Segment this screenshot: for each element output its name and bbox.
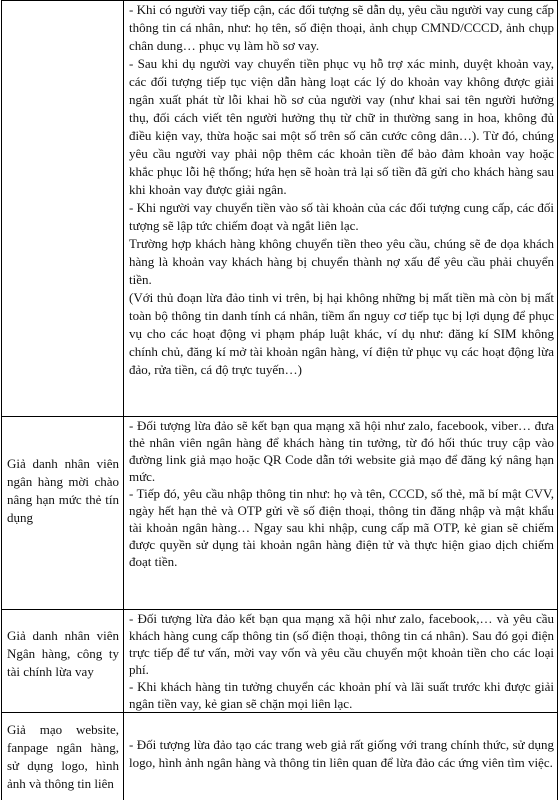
method-label: Giả mạo website, fanpage ngân hàng, sử dụng logo, hình ảnh và thông tin liên	[7, 722, 119, 791]
description-paragraph: - Khi có người vay tiếp cận, các đối tượng sẽ dẫn dụ, yêu cầu người vay cung cấp thông tin cá nhân, như: họ tên, số điện thoại, ảnh chụp CMND/CCCD, ảnh chụp chân dung… phục vụ làm hồ sơ vay.	[129, 2, 554, 53]
scam-methods-table	[1, 0, 558, 800]
description-cell	[124, 610, 558, 713]
method-cell	[2, 1, 124, 417]
description-paragraph: Trường hợp khách hàng không chuyển tiền theo yêu cầu, chúng sẽ đe dọa khách hàng là khoản vay khách hàng bị chuyển thành nợ xấu để yêu cầu phải chuyển tiền.	[129, 236, 554, 287]
description-cell	[124, 1, 558, 417]
description-paragraph: (Với thủ đoạn lừa đảo tinh vi trên, bị hại không những bị mất tiền mà còn bị mất toàn bộ thông tin danh tính cá nhân, tiềm ẩn nguy cơ tiếp tục bị lợi dụng để phục vụ cho các hoạt động vi phạm pháp luật khác, ví dụ như: đăng kí SIM không chính chủ, đăng kí mở tài khoản ngân hàng, ví điện tử phục vụ các hoạt động lừa đảo, rửa tiền, cá độ trực tuyến…)	[129, 290, 554, 377]
description-cell	[124, 417, 558, 610]
table-row	[2, 417, 558, 610]
description-cell	[124, 713, 558, 800]
table-row	[2, 610, 558, 713]
description-paragraph: - Sau khi dụ người vay chuyển tiền phục vụ hỗ trợ xác minh, duyệt khoản vay, các đối tượng tiếp tục viện dẫn hàng loạt các lý do khoản vay không được giải ngân xuất phát từ lỗi khai hồ sơ của người vay (như khai sai tên người hưởng thụ, đối cách viết tên người hưởng thụ từ chữ in thường sang in hoa, không đủ điều kiện vay, thừa hoặc sai một số trên số căn cước công dân…). Từ đó, chúng yêu cầu người vay phải nộp thêm các khoản tiền để bảo đảm khoản vay hoặc khắc phục lỗi hệ thống; hứa hẹn sẽ hoàn trả lại số tiền đã gửi cho khách hàng sau khi khoản vay được giải ngân.	[129, 56, 554, 197]
description-paragraph: - Khi khách hàng tin tưởng chuyển các khoản phí và lãi suất trước khi được giải ngân tiền vay, kẻ gian sẽ chặn mọi liên lạc.	[129, 679, 554, 711]
method-label: Giả danh nhân viên ngân hàng mời chào nâng hạn mức thẻ tín dụng	[7, 456, 119, 525]
description-paragraph: - Khi người vay chuyển tiền vào số tài khoản của các đối tượng cung cấp, các đối tượng sẽ lập tức chiếm đoạt và ngắt liên lạc.	[129, 200, 554, 233]
table-row	[2, 713, 558, 800]
description-paragraph: - Đối tượng lừa đảo sẽ kết bạn qua mạng xã hội như zalo, facebook, viber… đưa thẻ nhân viên ngân hàng để khách hàng tin tưởng, từ đó hối thúc truy cập vào đường link giả mạo hoặc QR Code dẫn tới website giả mạo để đăng ký nâng hạn mức.	[129, 418, 554, 484]
table-row	[2, 1, 558, 417]
method-label: Giả danh nhân viên Ngân hàng, công ty tài chính lừa vay	[7, 628, 119, 679]
method-cell	[2, 713, 124, 800]
method-cell	[2, 417, 124, 610]
description-paragraph: - Tiếp đó, yêu cầu nhập thông tin như: họ và tên, CCCD, số thẻ, mã bí mật CVV, ngày hết hạn thẻ và OTP gửi về số điện thoại, thông tin đăng nhập và mật khẩu tài khoản ngân hàng… Ngay sau khi nhập, cung cấp mã OTP, kẻ gian sẽ chiếm được quyền sử dụng tài khoản ngân hàng điện tử và thực hiện giao dịch chiếm đoạt tiền.	[129, 486, 554, 569]
method-cell	[2, 610, 124, 713]
description-paragraph: - Đối tượng lừa đảo tạo các trang web giả rất giống với trang chính thức, sử dụng logo, hình ảnh ngân hàng và thông tin liên quan để lừa đảo các ứng viên tìm việc.	[129, 737, 554, 770]
description-paragraph: - Đối tượng lừa đảo kết bạn qua mạng xã hội như zalo, facebook,… và yêu cầu khách hàng cung cấp thông tin (số điện thoại, thông tin cá nhân). Sau đó gọi điện trực tiếp để tư vấn, mời vay vốn và yêu cầu chuyển một khoản tiền cho các loại phí.	[129, 611, 554, 677]
